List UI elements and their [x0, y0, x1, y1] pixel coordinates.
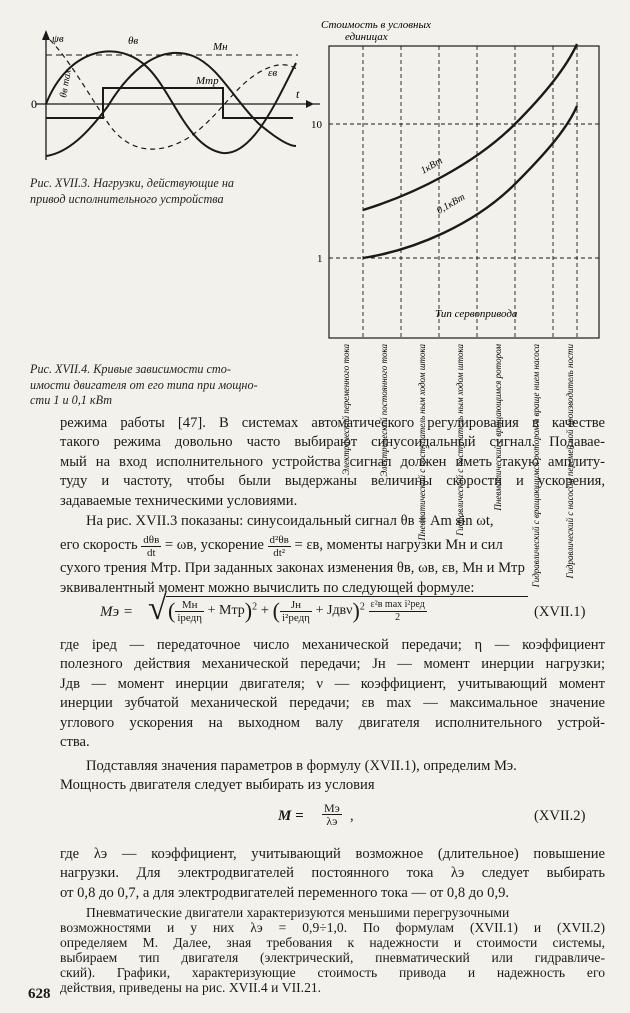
- fig4-curve-1kw: [363, 44, 577, 210]
- formula-2-comma: ,: [350, 808, 354, 824]
- text-line: Jдв — момент инерции двигателя; ν — коэффициент, учитывающий момент: [60, 675, 605, 692]
- fraction: [369, 599, 427, 624]
- fraction-numerator: d²θв: [269, 533, 289, 546]
- text-line: возможностями и у них λэ = 0,9÷1,0. По формулам (XVII.1) и (XVII.2): [60, 920, 605, 935]
- text-line: инерции зубчатой механической передачи; εв max — максимальное значение: [60, 695, 605, 712]
- text-line: действия, приведены на рис. XVII.4 и VII.21.: [60, 980, 322, 995]
- fraction-denominator: i²редη: [281, 611, 310, 624]
- fraction-numerator: dθв: [143, 533, 160, 546]
- fig3-label-theta-max: θв max: [58, 68, 74, 99]
- fig3-label-mtr: Мтр: [196, 75, 219, 87]
- fig3-caption-line: привод исполнительного устройства: [30, 191, 224, 206]
- fig4-curve-01kw: [363, 106, 577, 258]
- fig4-caption-line: Рис. XVII.4. Кривые зависимости сто-: [30, 362, 231, 376]
- text-line: где iред — передаточное число механической передачи; η — коэффициент: [60, 637, 605, 653]
- fraction-numerator: Jн: [280, 599, 312, 612]
- formula-1-lhs: Мэ =: [100, 604, 133, 620]
- text-span: = εв, моменты нагрузки Мн и сил: [294, 537, 503, 554]
- text-line: ства.: [60, 734, 90, 751]
- fig4-vgrid: [363, 46, 577, 338]
- text-line-with-fractions: [60, 531, 605, 559]
- fig4-category-label: Пневматический с вращающимся ротором: [493, 344, 503, 511]
- fraction-denominator: λэ: [326, 814, 338, 828]
- formula-xvii-1: [60, 590, 605, 634]
- text-line: режима работы [47]. В системах автоматического регулирования в качестве: [60, 415, 605, 431]
- text-line: На рис. XVII.3 показаны: синусоидальный сигнал θв = Am sin ωt,: [86, 513, 494, 529]
- fig3-label-eps: εв: [268, 67, 278, 79]
- radical-sign: √: [148, 590, 167, 627]
- fig3-caption-line: Рис. XVII.3. Нагрузки, действующие на: [30, 176, 234, 190]
- formula-1-term-1: ( $\frac{Мн}{\text{iредη}}$ + Мтр)$^2$ + ( $\frac{Jн}{\text{i²редη}}$ + Jдвν)$^2$ $\frac{\text{ε²в max i²ред}}{2}$: [168, 598, 425, 624]
- fig4-caption-line: сти 1 и 0,1 кВт: [30, 393, 113, 407]
- fig4-label-01kw: 0,1кВт: [435, 191, 468, 217]
- formula-2-lhs: М =: [278, 808, 304, 824]
- text-line: от 0,8 до 0,7, а для электродвигателей переменного тока — от 0,8 до 0,9.: [60, 884, 510, 901]
- page-number: 628: [28, 986, 51, 1002]
- fig3-mtr-wave: [46, 88, 293, 118]
- fig4-category-label: Пневматический с поступатель ным ходом штока: [417, 344, 427, 541]
- fraction-denominator: iредη: [177, 611, 202, 624]
- fraction-numerator: Мн: [175, 599, 204, 612]
- text-line: мый на вход исполнительного устройства сигнал должен иметь такую амплиту-: [60, 453, 605, 470]
- fraction-acceleration: [268, 534, 291, 559]
- fig4-ylabel-line: единицах: [345, 31, 388, 43]
- paragraph-4: [60, 757, 605, 796]
- paragraph-5: [60, 845, 605, 903]
- text-line: полезного действия механической передачи; Jн — момент инерции нагрузки;: [60, 656, 605, 673]
- fraction-numerator: Мэ: [324, 801, 340, 815]
- formula-xvii-2: [60, 800, 605, 836]
- text-line: такого режима довольно часто выбирают синусоидальный сигнал. Подавае-: [60, 434, 605, 451]
- fig3-theta-curve: [46, 51, 296, 153]
- text-line: углового ускорения на выходном валу двигателя исполнительного устрой-: [60, 714, 605, 731]
- fig4-plot-frame: [329, 46, 599, 338]
- paragraph-6: [60, 905, 605, 995]
- fraction-denominator: 2: [395, 611, 401, 623]
- text-line: Подставляя значения параметров в формулу (XVII.1), определим Мэ.: [86, 758, 517, 774]
- paragraph-2: [60, 512, 605, 598]
- fig4-ylabel-line: Стоимость в условных: [321, 19, 431, 31]
- text-line: сухого трения Мтр. При заданных законах изменения θв, ωв, εв, Мн и Мтр: [60, 560, 525, 577]
- text-line: где λэ — коэффициент, учитывающий возможное (длительное) повышение: [60, 846, 605, 862]
- formula-2-tag: (XVII.2): [534, 808, 586, 824]
- fraction: [280, 599, 312, 624]
- text-span: = ωв, ускорение: [164, 537, 264, 554]
- fig4-category-label: Электрический постоянного тока: [379, 344, 389, 477]
- fig3-label-t: t: [296, 87, 300, 101]
- fig4-caption-line: имости двигателя от его типа при мощно-: [30, 377, 258, 392]
- formula-1-tag: (XVII.1): [534, 604, 586, 620]
- fig4-caption: [30, 362, 298, 409]
- text-line: выбираем тип двигателя (электрический, пневматический или гидравличе-: [60, 950, 605, 965]
- formula-term: + Мтр: [207, 603, 245, 618]
- fraction-velocity: [141, 534, 161, 559]
- fig4-tick-1: 1: [317, 253, 323, 265]
- fig3-label-zero: 0: [31, 97, 37, 111]
- paragraph-3: [60, 636, 605, 752]
- fig4-tick-10: 10: [311, 119, 322, 131]
- text-line: Пневматические двигатели характеризуются меньшими перегрузочными: [86, 905, 510, 920]
- text-line: нагрузки. Для электродвигателей постоянного тока λэ следует выбирать: [60, 865, 605, 882]
- fig4-category-label: Электрический переменного тока: [341, 344, 351, 475]
- fig4-label-1kw: 1кВт: [419, 155, 445, 177]
- fig3-caption: [30, 176, 310, 207]
- fig4-category-label: Гидравлический с насосом перемен ной производитель ности: [565, 344, 575, 579]
- fraction-denominator: dt²: [273, 546, 286, 559]
- fraction-denominator: dt: [147, 546, 156, 559]
- text-span: его скорость: [60, 537, 138, 554]
- paragraph-1: [60, 414, 605, 511]
- text-line: туду и частоту, чтобы были выдержаны величины скорости и ускорения,: [60, 473, 605, 490]
- text-line: эквивалентный момент можно вычислить по следующей формуле:: [60, 579, 475, 596]
- fig4-xtitle: Тип сервопривода: [435, 308, 518, 320]
- fig4-category-label: Гидравлический с вращающимся ротором и враще нием насоса: [531, 344, 541, 588]
- fig3-label-theta: θв: [128, 35, 139, 47]
- text-line: Мощность двигателя следует выбирать из условия: [60, 777, 375, 794]
- fig3-label-psi: ψв: [52, 33, 64, 45]
- fig4-category-label: Гидравлический с поступатель ным ходом штока: [455, 344, 465, 536]
- fraction: [322, 802, 342, 827]
- text-line: задаваемые техническими условиями.: [60, 492, 298, 509]
- text-line: определяем М. Далее, зная требования к надежности и стоимости системы,: [60, 935, 605, 950]
- fraction-numerator: ε²в max i²ред: [370, 598, 425, 610]
- formula-term: + Jдвν: [315, 603, 353, 618]
- text-line: ский). Графики, характеризующие стоимость привода и надежность его: [60, 965, 605, 980]
- fraction: [175, 599, 204, 624]
- fig3-label-mn: Мн: [213, 41, 228, 53]
- figure-xvii-3: [28, 28, 313, 168]
- radical-bar: [166, 596, 528, 597]
